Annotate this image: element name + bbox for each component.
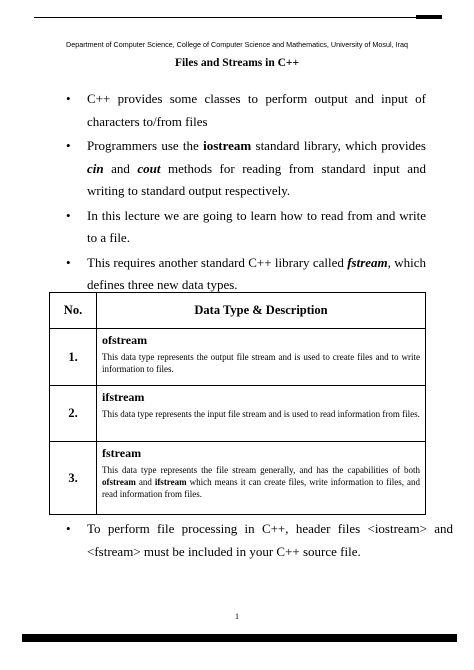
column-header-no: No. bbox=[50, 293, 97, 329]
data-type-description bbox=[102, 464, 420, 500]
bullet-dot-icon: • bbox=[66, 521, 71, 536]
table-header-row bbox=[50, 293, 426, 329]
data-type-description: This data type represents the input file stream and is used to read information from files. bbox=[102, 409, 420, 419]
bullet-item bbox=[60, 252, 426, 297]
bullet-dot-icon: • bbox=[66, 138, 71, 153]
top-rule-accent bbox=[416, 15, 442, 19]
bullet-text: Programmers use the bbox=[87, 138, 204, 153]
bullet-item bbox=[60, 205, 426, 250]
data-types-table bbox=[49, 292, 426, 515]
data-type-name: ifstream bbox=[102, 390, 145, 404]
data-type-name: fstream bbox=[102, 446, 142, 460]
bullet-text: In this lecture we are going to learn how to read from and write to a file. bbox=[87, 207, 426, 245]
bullet-text: , which defines three new data types. bbox=[87, 254, 426, 292]
description-text: This data type represents the file stream generally, and has the capabilities of both bbox=[102, 465, 420, 475]
row-number: 1. bbox=[50, 329, 97, 386]
bullet-item bbox=[60, 518, 453, 563]
bullet-text: standard library, which provides bbox=[251, 138, 426, 153]
bullet-keyword: iostream bbox=[203, 138, 252, 153]
bullet-dot-icon: • bbox=[66, 254, 71, 270]
description-keyword: ifstream bbox=[154, 477, 187, 487]
row-number: 3. bbox=[50, 442, 97, 515]
table-row bbox=[50, 442, 426, 515]
bullet-text: To perform file processing in C++, header files <iostream> and <fstream> must be included in your C++ source file. bbox=[87, 521, 453, 559]
table-row bbox=[50, 386, 426, 442]
description-keyword: ofstream bbox=[102, 477, 136, 487]
bullet-text: and bbox=[103, 160, 138, 176]
bullet-item bbox=[60, 135, 426, 203]
bullet-dot-icon: • bbox=[66, 91, 71, 106]
data-type-description: This data type represents the output file stream and is used to create files and to write information to files. bbox=[102, 352, 420, 374]
data-type-name: ofstream bbox=[102, 333, 148, 347]
description-text: and bbox=[135, 477, 155, 487]
page-title: Files and Streams in C++ bbox=[174, 57, 300, 69]
page-number: 1 bbox=[235, 612, 239, 621]
page-header: Department of Computer Science, College of Computer Science and Mathematics, University of Mosul, Iraq bbox=[66, 40, 408, 49]
column-header-description: Data Type & Description bbox=[97, 293, 426, 329]
bullet-text: C++ provides some classes to perform output and input of characters to/from files bbox=[87, 91, 426, 129]
row-description bbox=[97, 386, 426, 442]
row-description bbox=[97, 329, 426, 386]
bullet-dot-icon: • bbox=[66, 207, 71, 223]
row-number: 2. bbox=[50, 386, 97, 442]
bullet-keyword: fstream bbox=[347, 254, 388, 270]
bullet-list bbox=[60, 88, 426, 299]
bullet-item bbox=[60, 88, 426, 133]
row-description bbox=[97, 442, 426, 515]
description-text: which means it can create files, write information to files, and read information from files. bbox=[102, 477, 420, 499]
bottom-rule bbox=[22, 634, 457, 642]
top-rule bbox=[34, 17, 442, 18]
bullet-text: methods for reading from standard input and writing to standard output respectively. bbox=[87, 160, 426, 198]
bullet-keyword: cin bbox=[87, 160, 104, 176]
table-row bbox=[50, 329, 426, 386]
bullet-text: This requires another standard C++ library called bbox=[87, 254, 348, 270]
bullet-keyword: cout bbox=[137, 160, 161, 176]
